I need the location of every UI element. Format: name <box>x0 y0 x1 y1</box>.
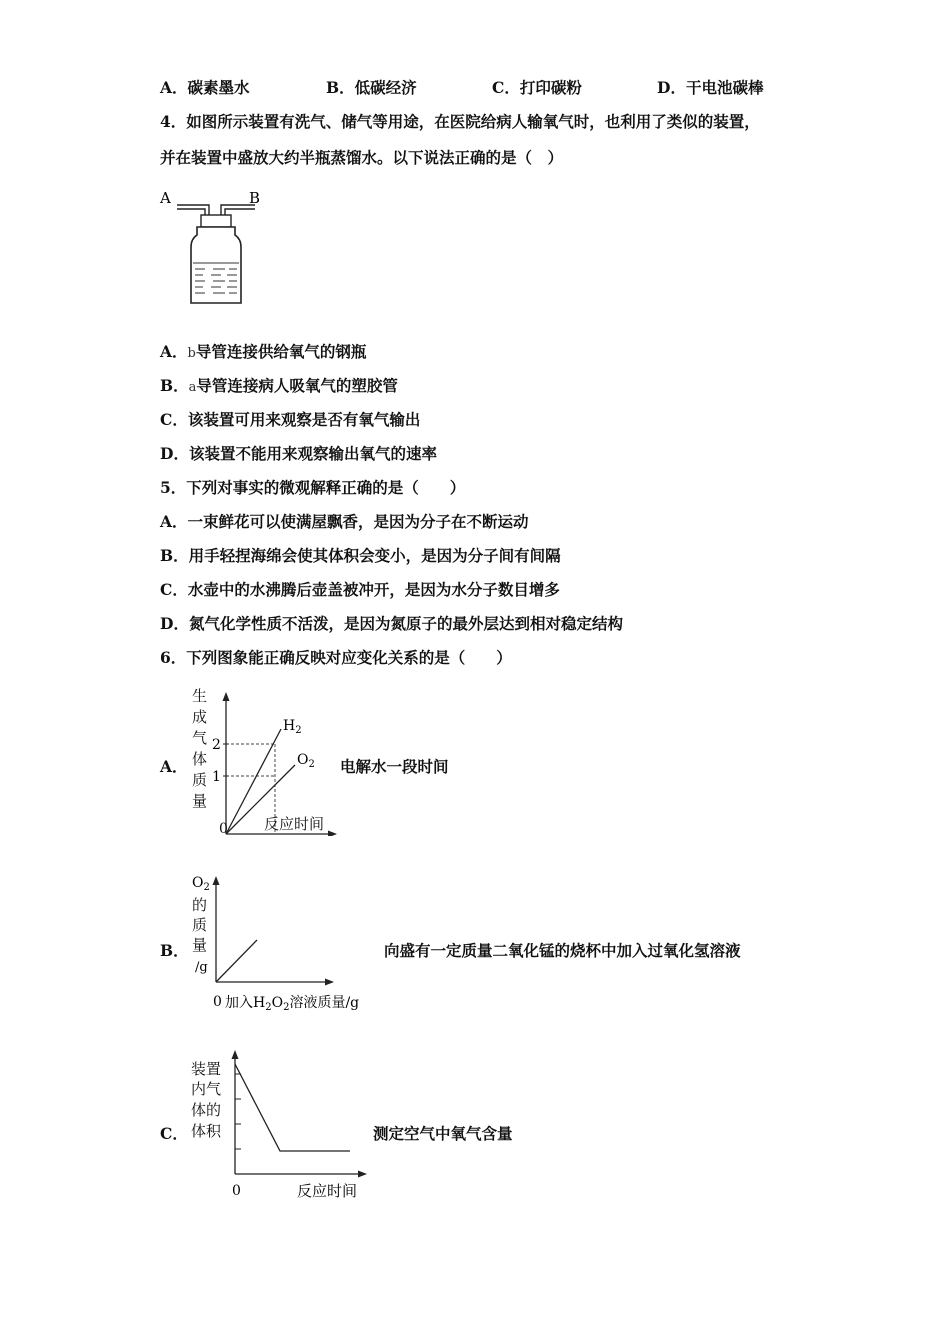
option-label: D． <box>160 444 189 463</box>
option-text: 导管连接病人吸氧气的塑胶管 <box>196 376 398 395</box>
ylabel-char: 质 <box>192 916 208 934</box>
xlabel: 加入$H_2O_2$溶液质量/g <box>225 995 360 1013</box>
q4-option-b <box>160 376 398 398</box>
option-label: D． <box>160 614 189 633</box>
option-letter: b <box>187 346 196 361</box>
graph-a-caption: 电解水一段时间 <box>340 757 449 776</box>
tick-label-2: 2 <box>212 737 221 753</box>
origin: 0 <box>213 994 222 1010</box>
q5-option-c <box>160 580 560 600</box>
option-label: B． <box>160 376 189 395</box>
q6-option-b-label: B． <box>160 941 189 960</box>
yunit: /g <box>195 960 208 975</box>
q4-option-a <box>160 342 366 364</box>
q5-option-a <box>160 512 529 532</box>
tick-label-1: 1 <box>212 769 221 785</box>
q5-stem: 5．下列对事实的微观解释正确的是（ ） <box>160 478 466 497</box>
q6-option-a-label: A． <box>160 757 188 776</box>
q5-option-b <box>160 546 561 566</box>
x-axis-arrow <box>328 831 337 837</box>
ylabel-line: 体的 <box>191 1101 222 1119</box>
q3-option-a <box>160 78 250 98</box>
option-label: B． <box>160 546 189 565</box>
origin: 0 <box>232 1183 241 1199</box>
ylabel-char: 气 <box>192 729 208 747</box>
ylabel-char: 量 <box>192 792 208 810</box>
q4-option-d <box>160 444 437 464</box>
option-label: C． <box>492 78 520 97</box>
ylabel-char: 质 <box>192 771 208 789</box>
ylabel-line: 装置 <box>191 1060 222 1078</box>
ylabel-char: 的 <box>192 896 208 914</box>
option-text: 水壶中的水沸腾后壶盖被冲开，是因为水分子数目增多 <box>187 580 560 599</box>
option-label: B． <box>326 78 355 97</box>
y-axis-arrow <box>232 1050 239 1059</box>
volume-line <box>235 1064 350 1151</box>
q4-stem-line2: 并在装置中盛放大约半瓶蒸馏水。以下说法正确的是（ ） <box>160 148 564 167</box>
option-text: 用手轻捏海绵会使其体积会变小，是因为分子间有间隔 <box>188 546 561 565</box>
option-text: 该装置不能用来观察输出氧气的速率 <box>188 444 437 463</box>
graph-a-origin: 0 <box>219 821 228 837</box>
graph-a-xlabel: 反应时间 <box>264 815 325 833</box>
q3-option-c <box>492 78 582 98</box>
option-text: 碳素墨水 <box>187 78 250 97</box>
x-axis-arrow <box>325 979 334 986</box>
option-text: 打印碳粉 <box>519 78 582 97</box>
option-text: 干电池碳棒 <box>685 78 764 97</box>
option-text: 该装置可用来观察是否有氧气输出 <box>187 410 421 429</box>
y-axis-arrow <box>213 876 220 885</box>
o2-label: $O_2$ <box>297 752 315 770</box>
h2-label: $H_2$ <box>283 718 302 736</box>
graph-b-caption: 向盛有一定质量二氧化锰的烧杯中加入过氧化氢溶液 <box>384 941 741 960</box>
graph-c-caption: 测定空气中氧气含量 <box>373 1124 513 1143</box>
option-text: 一束鲜花可以使满屋飘香，是因为分子在不断运动 <box>187 512 529 531</box>
option-label: C． <box>160 410 188 429</box>
q4-option-c <box>160 410 420 430</box>
ylabel-char: 体 <box>192 750 208 768</box>
q6-stem: 6．下列图象能正确反映对应变化关系的是（ ） <box>160 648 512 667</box>
q6-option-c-label: C． <box>160 1124 188 1143</box>
option-label: A． <box>160 512 188 531</box>
graph-c <box>185 1044 370 1204</box>
stopper <box>201 215 231 227</box>
ylabel-line: 内气 <box>191 1080 222 1098</box>
ylabel-char: 量 <box>192 936 208 954</box>
x-axis-arrow <box>358 1171 367 1178</box>
option-text: 导管连接供给氧气的钢瓶 <box>195 342 367 361</box>
y-axis-arrow <box>223 692 230 701</box>
option-label: C． <box>160 580 188 599</box>
ylabel-o2: $O_2$ <box>192 875 210 893</box>
graph-b <box>185 870 385 1015</box>
ylabel-char: 生 <box>192 687 208 705</box>
option-text: 低碳经济 <box>354 78 417 97</box>
bottle <box>191 227 241 303</box>
gas-washing-bottle-figure <box>155 185 275 310</box>
label-b: B <box>249 189 261 207</box>
option-text: 氮气化学性质不活泼，是因为氮原子的最外层达到相对稳定结构 <box>188 614 623 633</box>
option-label: D． <box>657 78 686 97</box>
o2-mass-line <box>216 940 257 982</box>
xlabel: 反应时间 <box>297 1182 358 1200</box>
q5-option-d <box>160 614 623 634</box>
option-letter: a <box>188 380 197 395</box>
option-label: A． <box>160 342 188 361</box>
q3-option-b <box>326 78 417 98</box>
ylabel-line: 体积 <box>191 1122 222 1140</box>
ylabel-char: 成 <box>192 708 208 726</box>
label-a: A <box>160 189 171 207</box>
q3-option-d <box>657 78 763 98</box>
q4-stem-line1: 4．如图所示装置有洗气、储气等用途，在医院给病人输氧气时，也利用了类似的装置， <box>160 112 760 131</box>
option-label: A． <box>160 78 188 97</box>
